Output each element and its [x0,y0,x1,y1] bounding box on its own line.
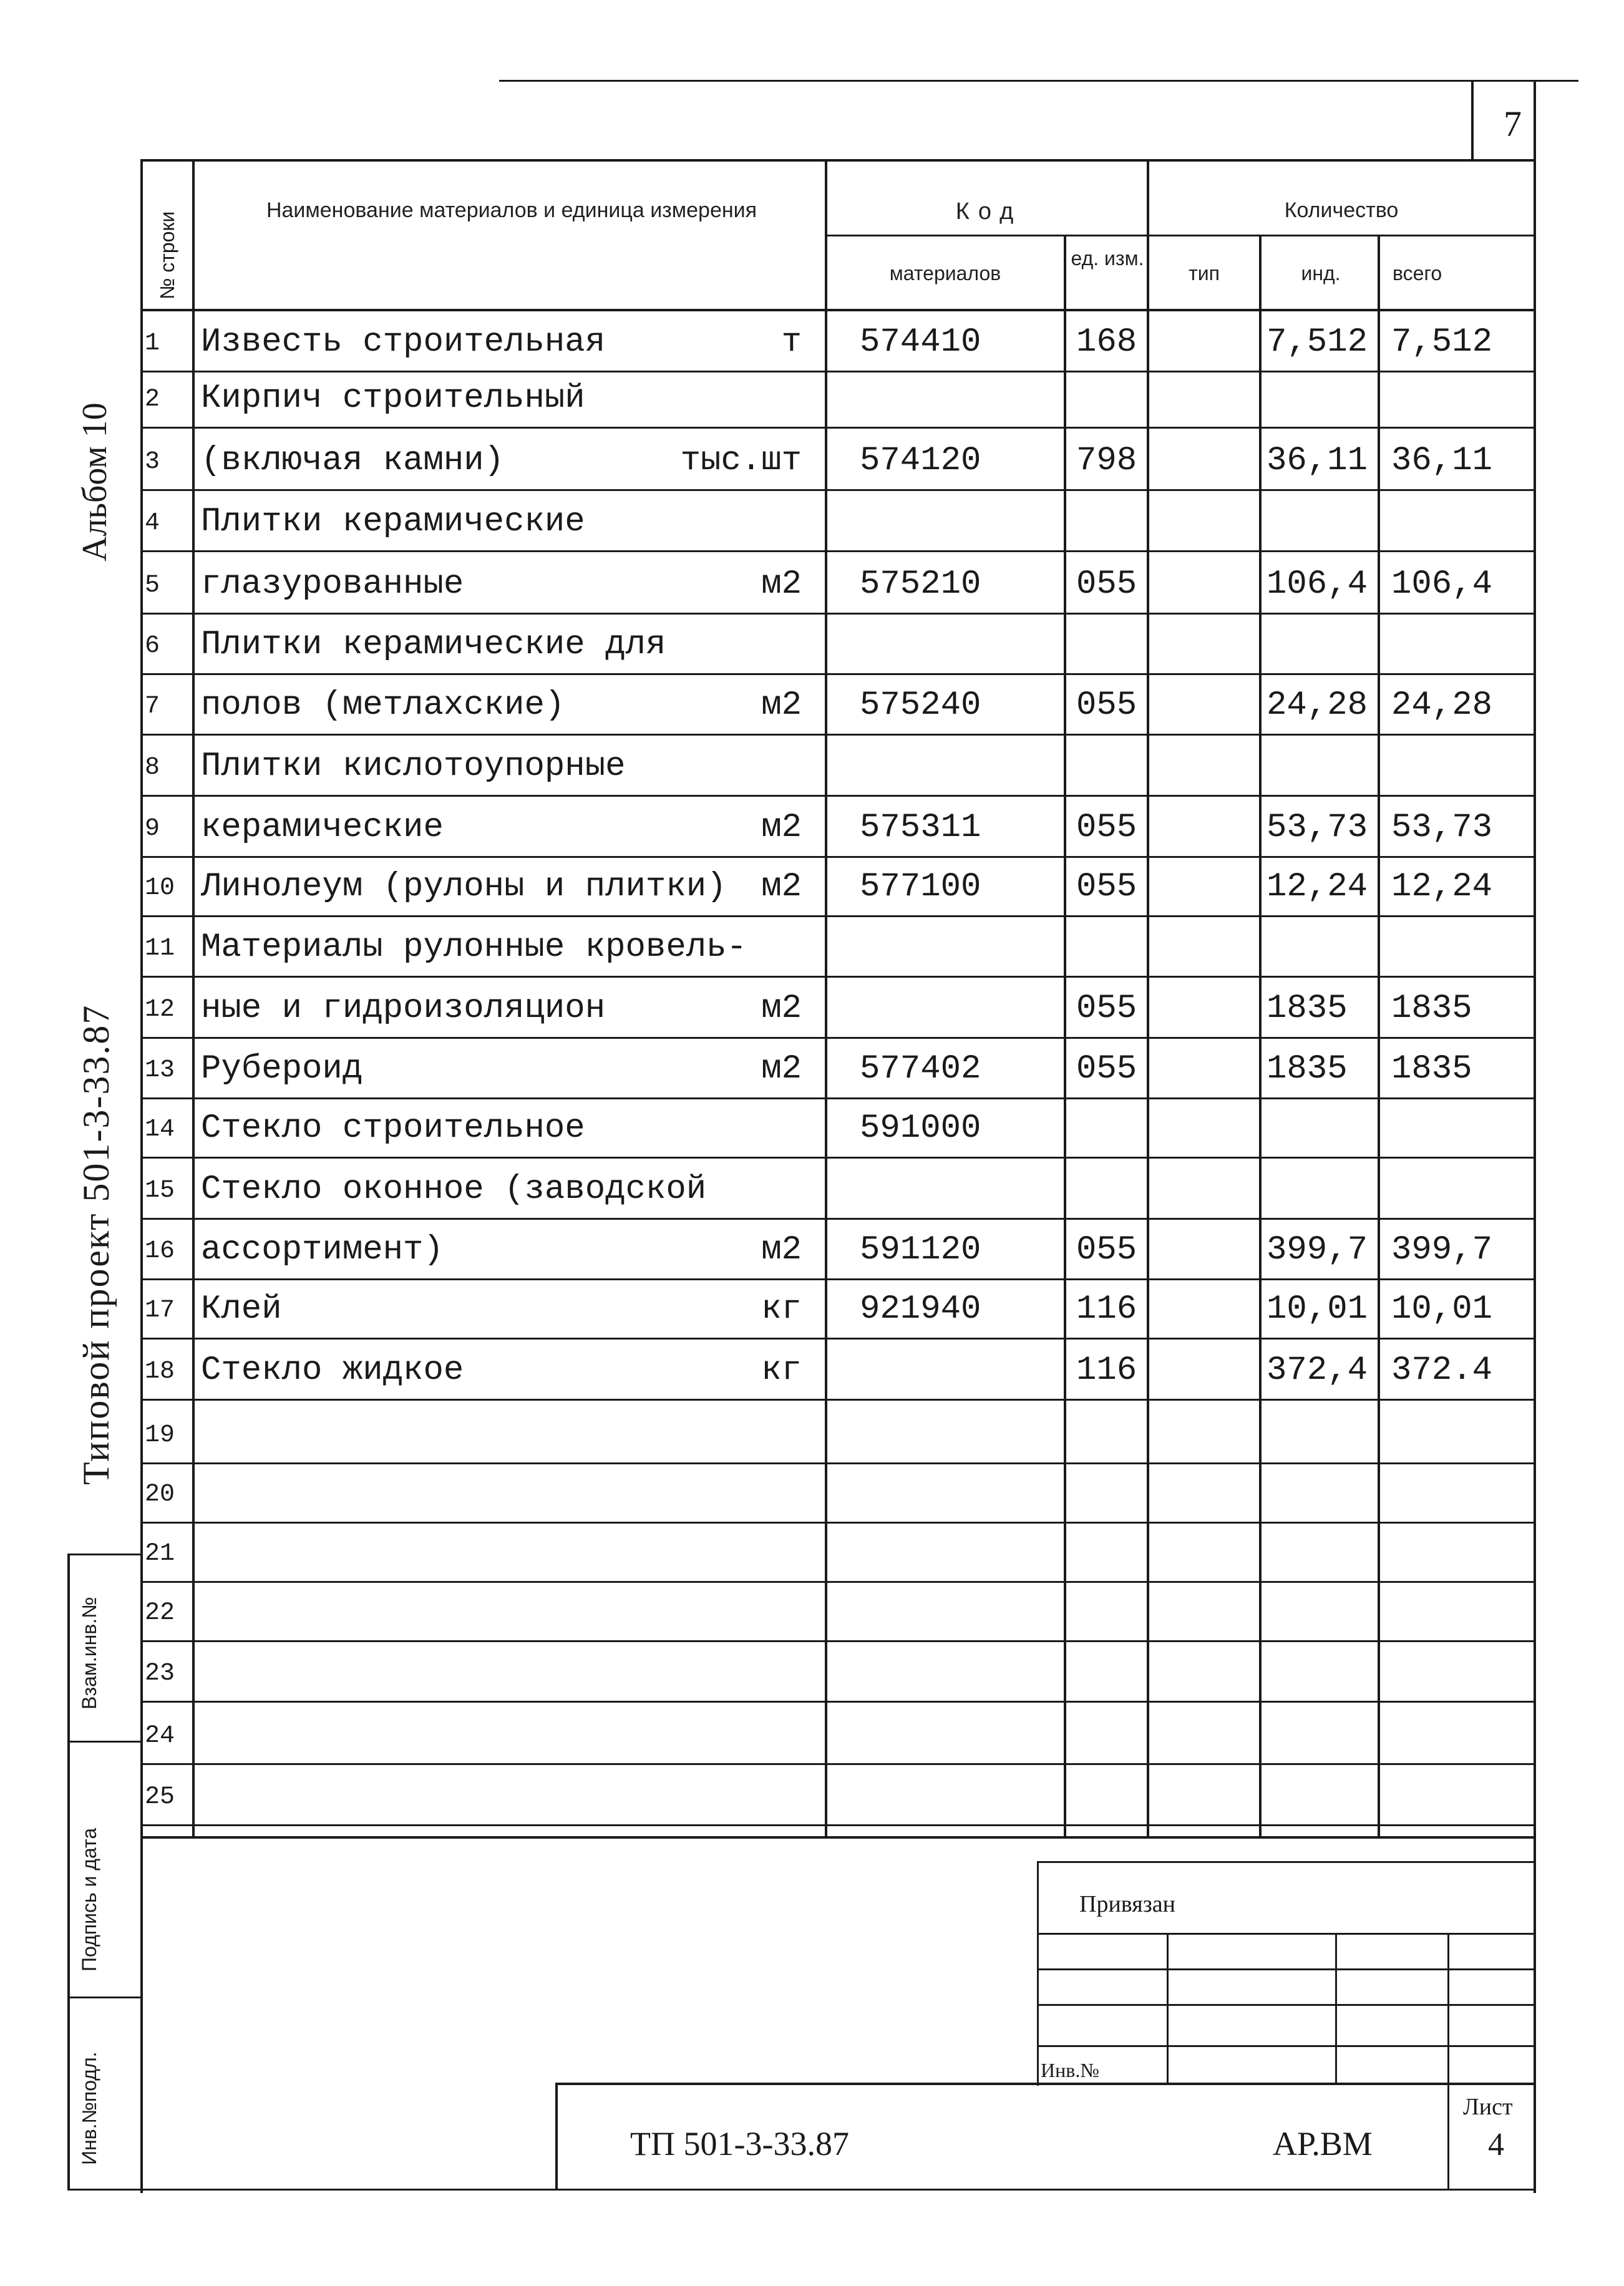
row-number: 21 [145,1540,175,1568]
tb-sheet-left [1447,2083,1449,2190]
row-separator [140,734,1536,736]
cell-vsego: 12,24 [1391,868,1493,906]
cell-code: 921940 [860,1290,981,1328]
row-number: 5 [145,572,160,600]
row-separator [140,1763,1536,1765]
row-separator [140,613,1536,615]
cell-code: 575311 [860,809,981,847]
cell-name: ассортимент) [201,1231,444,1269]
cell-name: Плитки кислотоупорные [201,747,626,786]
row-separator [140,1278,1536,1280]
cell-ed: 116 [1076,1290,1137,1328]
tb-col-3 [1447,1933,1449,2083]
row-separator [140,1824,1536,1826]
cell-vsego: 106,4 [1391,565,1493,603]
privyazan-label: Привязан [1079,1891,1175,1917]
cell-ed: 116 [1076,1351,1137,1389]
header-bottom [140,309,1536,311]
row-separator [140,427,1536,429]
header-materials: материалов [889,262,1001,285]
cell-unit: т [781,323,802,361]
cell-ind: 53,73 [1267,809,1368,847]
cell-ed: 798 [1076,442,1137,480]
cell-unit: м2 [761,868,802,906]
row-separator [140,976,1536,978]
row-separator [140,550,1536,552]
stamp-left [67,1554,70,2190]
row-number: 20 [145,1481,175,1509]
cell-name: Кирпич строительный [201,379,585,417]
cell-unit: тыс.шт [680,442,802,480]
row-number: 23 [145,1660,175,1688]
row-separator [140,1462,1536,1464]
cell-vsego: 1835 [1391,990,1472,1028]
tb-row-3 [1037,2004,1536,2006]
top-rule [499,80,1578,82]
header-unit: ед. изм. [1071,247,1144,270]
cell-code: 591120 [860,1231,981,1269]
row-number: 3 [145,448,160,476]
cell-name: ные и гидроизоляцион [201,990,606,1028]
cell-ind: 24,28 [1267,686,1368,724]
inv-no-label: Инв.№ [1041,2059,1099,2081]
cell-vsego: 36,11 [1391,442,1493,480]
cell-code: 577402 [860,1050,981,1088]
cell-unit: м2 [761,809,802,847]
page-number: 7 [1504,104,1522,144]
row-separator [140,1399,1536,1401]
stamp-podpis-label: Подпись и дата [78,1827,100,1972]
row-number: 25 [145,1783,175,1811]
frame-top [140,159,1536,162]
cell-ind: 106,4 [1267,565,1368,603]
side-project-label: Типовой проект 501-3-33.87 [75,1004,117,1485]
cell-name: Стекло строительное [201,1109,585,1147]
table-bottom [140,1836,1536,1839]
row-separator [140,673,1536,675]
col-code-sep [1147,159,1149,1837]
cell-name: глазурованные [201,565,464,603]
header-code: Код [955,198,1023,225]
cell-ind: 372,4 [1267,1351,1368,1389]
row-separator [140,856,1536,858]
cell-name: Известь строительная [201,323,606,361]
row-separator [140,1097,1536,1099]
row-separator [140,915,1536,917]
stamp-sep-2 [67,1997,140,1998]
row-separator [140,795,1536,797]
tb-privyazan-left [1037,1861,1039,2086]
row-number: 10 [145,874,175,902]
document-code: ТП 501-3-33.87 [630,2125,849,2162]
header-vsego: всего [1393,262,1442,285]
cell-name: Материалы рулонные кровель- [201,928,747,966]
tb-main-left [555,2083,558,2190]
cell-ind: 1835 [1267,1050,1348,1088]
cell-ed: 055 [1076,1231,1137,1269]
header-ind: инд. [1301,262,1341,285]
row-number: 14 [145,1116,175,1144]
cell-ind: 36,11 [1267,442,1368,480]
row-separator [140,1157,1536,1159]
header-tip: тип [1189,262,1220,285]
row-separator [140,1640,1536,1642]
cell-ed: 055 [1076,565,1137,603]
tb-col-1 [1167,1933,1169,2083]
cell-code: 591000 [860,1109,981,1147]
row-separator [140,1701,1536,1703]
row-number: 17 [145,1296,175,1325]
row-number: 2 [145,386,160,414]
cell-name: Рубероид [201,1050,363,1088]
cell-ed: 168 [1076,323,1137,361]
cell-vsego: 1835 [1391,1050,1472,1088]
cell-name: Клей [201,1290,282,1328]
cell-ed: 055 [1076,809,1137,847]
cell-unit: кг [761,1290,802,1328]
stamp-sep-1 [67,1741,140,1743]
tb-row-1 [1037,1933,1536,1935]
cell-ind: 399,7 [1267,1231,1368,1269]
cell-unit: м2 [761,1231,802,1269]
row-number: 16 [145,1237,175,1265]
pagenum-box-right [1534,80,1536,161]
cell-unit: м2 [761,1050,802,1088]
cell-ed: 055 [1076,868,1137,906]
cell-ind: 1835 [1267,990,1348,1028]
cell-name: Стекло оконное (заводской [201,1170,707,1209]
row-number: 19 [145,1421,175,1449]
header-quantity: Количество [1284,198,1399,222]
header-row-number: № строки [156,211,178,299]
row-separator [140,1218,1536,1220]
cell-vsego: 7,512 [1391,323,1493,361]
cell-ed: 055 [1076,990,1137,1028]
row-number: 9 [145,815,160,843]
sheet-number: 4 [1488,2127,1504,2162]
cell-ind: 12,24 [1267,868,1368,906]
cell-unit: м2 [761,686,802,724]
row-number: 7 [145,693,160,721]
sheet-label: Лист [1463,2094,1513,2120]
cell-vsego: 399,7 [1391,1231,1493,1269]
document-mark: АР.ВМ [1273,2125,1373,2162]
cell-name: керамические [201,809,444,847]
cell-vsego: 24,28 [1391,686,1493,724]
tb-row-4 [1037,2045,1536,2047]
cell-ed: 055 [1076,686,1137,724]
header-name: Наименование материалов и единица измерения [266,198,757,222]
cell-name: Линолеум (рулоны и плитки) [201,868,727,906]
row-number: 18 [145,1358,175,1386]
tb-privyazan-top [1037,1861,1536,1863]
cell-unit: м2 [761,990,802,1028]
cell-code: 574410 [860,323,981,361]
stamp-vzam-label: Взам.инв.№ [78,1597,100,1710]
cell-unit: кг [761,1351,802,1389]
row-number: 4 [145,509,160,537]
stamp-top [67,1554,140,1555]
cell-code: 577100 [860,868,981,906]
frame-left [140,159,143,2193]
row-separator [140,1338,1536,1340]
row-number: 11 [145,935,175,963]
cell-name: Плитки керамические [201,503,585,541]
pagenum-box-left [1471,80,1474,161]
tb-col-2 [1335,1933,1337,2083]
header-mid [825,235,1536,236]
cell-name: Стекло жидкое [201,1351,464,1389]
cell-name: Плитки керамические для [201,626,666,664]
cell-name: (включая камни) [201,442,505,480]
stamp-inv-podl-label: Инв.№подл. [78,2051,100,2165]
row-separator [140,1037,1536,1039]
row-separator [140,489,1536,491]
stamp-bottom [67,2189,1536,2191]
row-number: 13 [145,1056,175,1084]
row-number: 6 [145,632,160,660]
tb-main-top [555,2083,1536,2085]
cell-code: 575210 [860,565,981,603]
cell-vsego: 10,01 [1391,1290,1493,1328]
row-number: 22 [145,1599,175,1627]
cell-code: 574120 [860,442,981,480]
tb-row-2 [1037,1968,1536,1970]
row-separator [140,1581,1536,1583]
row-number: 1 [145,329,160,357]
cell-ind: 10,01 [1267,1290,1368,1328]
row-separator [140,1522,1536,1524]
cell-unit: м2 [761,565,802,603]
cell-code: 575240 [860,686,981,724]
row-number: 12 [145,996,175,1024]
cell-ind: 7,512 [1267,323,1368,361]
cell-name: полов (метлахские) [201,686,565,724]
row-number: 15 [145,1177,175,1205]
row-separator [140,371,1536,372]
side-album-label: Альбом 10 [75,402,114,562]
cell-vsego: 372.4 [1391,1351,1493,1389]
cell-vsego: 53,73 [1391,809,1493,847]
row-number: 8 [145,754,160,782]
cell-ed: 055 [1076,1050,1137,1088]
col-name-sep [825,159,827,1837]
row-number: 24 [145,1722,175,1750]
frame-right [1534,159,1536,2193]
